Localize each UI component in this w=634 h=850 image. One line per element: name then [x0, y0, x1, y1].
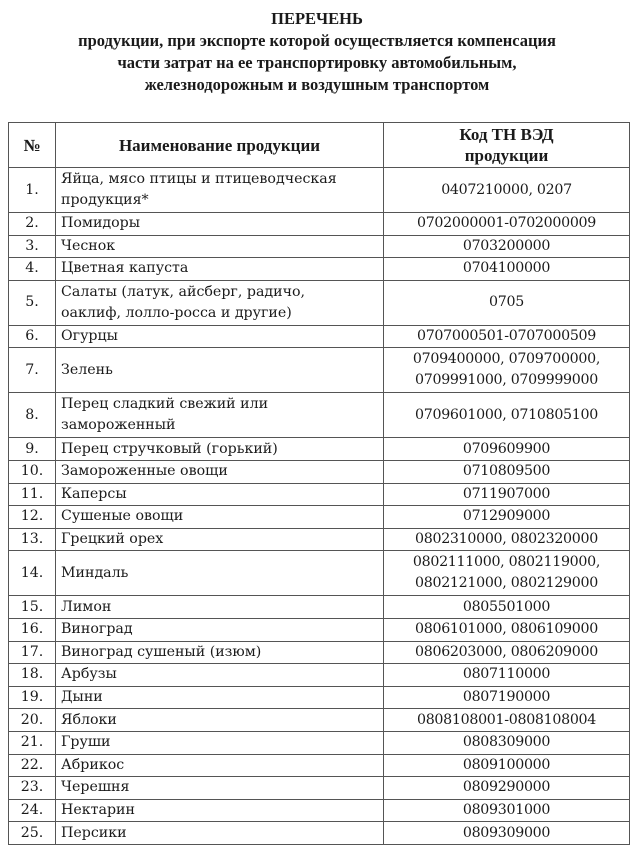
product-name-text: Замороженные овощи — [61, 463, 228, 480]
row-number-text: 23. — [20, 779, 44, 796]
tnved-code — [384, 235, 630, 258]
product-name — [56, 213, 384, 236]
table-row — [9, 393, 630, 438]
product-name — [56, 641, 384, 664]
tnved-code-text: 0808108001-0808108004 — [416, 711, 597, 728]
row-number — [9, 325, 56, 348]
tnved-code — [384, 709, 630, 732]
tnved-code — [384, 393, 630, 438]
product-name — [56, 235, 384, 258]
product-name — [56, 664, 384, 687]
tnved-code — [384, 664, 630, 687]
row-number-text: 5. — [25, 294, 39, 311]
product-name-text: Груши — [61, 734, 111, 751]
product-name — [56, 777, 384, 800]
tnved-code — [384, 438, 630, 461]
product-name — [56, 551, 384, 596]
product-name — [56, 168, 384, 213]
row-number-text: 21. — [20, 734, 44, 751]
row-number — [9, 393, 56, 438]
tnved-code — [384, 754, 630, 777]
table-row — [9, 438, 630, 461]
tnved-code-text: 0711907000 — [462, 485, 551, 502]
table-row — [9, 506, 630, 529]
product-name-text: Лимон — [61, 598, 112, 615]
product-name-text: Персики — [61, 824, 127, 841]
row-number-text: 24. — [20, 801, 44, 818]
table-row — [9, 799, 630, 822]
row-number — [9, 754, 56, 777]
table-row — [9, 686, 630, 709]
row-number-text: 1. — [25, 181, 39, 198]
row-number-text: 2. — [25, 215, 39, 232]
product-name — [56, 325, 384, 348]
row-number-text: 18. — [20, 666, 44, 683]
table-row — [9, 822, 630, 845]
product-name-text: Арбузы — [61, 666, 117, 683]
product-name — [56, 280, 384, 325]
table-row — [9, 258, 630, 281]
table-row — [9, 551, 630, 596]
row-number-text: 13. — [20, 531, 44, 548]
product-name — [56, 528, 384, 551]
row-number — [9, 528, 56, 551]
product-name-text: Нектарин — [61, 801, 135, 818]
product-name-text: Яйца, мясо птицы и птицеводческая продукция* — [61, 171, 337, 208]
product-name-text: Дыни — [61, 689, 103, 706]
row-number-text: 14. — [20, 564, 44, 581]
tnved-code-text: 0809309000 — [462, 824, 551, 841]
table-row — [9, 731, 630, 754]
row-number — [9, 168, 56, 213]
tnved-code-text: 0407210000, 0207 — [441, 181, 572, 198]
product-name-text: Цветная капуста — [61, 260, 189, 277]
product-name-text: Виноград — [61, 621, 133, 638]
row-number — [9, 596, 56, 619]
header-tnved-code-text: Код ТН ВЭД продукции — [459, 125, 554, 165]
table-row — [9, 777, 630, 800]
row-number — [9, 686, 56, 709]
table-row — [9, 528, 630, 551]
tnved-code — [384, 348, 630, 393]
tnved-code-text: 0712909000 — [462, 508, 551, 525]
tnved-code — [384, 528, 630, 551]
tnved-code-text: 0709601000, 0710805100 — [415, 406, 598, 423]
product-name-text: Каперсы — [61, 485, 127, 502]
row-number-text: 3. — [25, 237, 39, 254]
product-name — [56, 731, 384, 754]
tnved-code-text: 0802310000, 0802320000 — [415, 531, 598, 548]
tnved-code — [384, 777, 630, 800]
product-name-text: Грецкий орех — [61, 531, 164, 548]
product-name-text: Салаты (латук, айсберг, радичо, оаклиф, лолло-росса и другие) — [61, 283, 306, 321]
tnved-code — [384, 686, 630, 709]
tnved-code — [384, 483, 630, 506]
product-name-text: Виноград сушеный (изюм) — [61, 643, 262, 660]
product-name-text: Перец сладкий свежий или замороженный — [61, 396, 269, 434]
row-number-text: 19. — [20, 689, 44, 706]
table-row — [9, 664, 630, 687]
product-name — [56, 438, 384, 461]
tnved-code-text: 0809301000 — [462, 801, 551, 818]
product-name — [56, 754, 384, 777]
row-number — [9, 618, 56, 641]
product-name — [56, 618, 384, 641]
product-name-text: Зелень — [61, 361, 113, 378]
table-row — [9, 483, 630, 506]
row-number-text: 7. — [25, 361, 39, 378]
row-number — [9, 348, 56, 393]
row-number — [9, 280, 56, 325]
tnved-code-text: 0809100000 — [462, 756, 551, 773]
tnved-code-text: 0806203000, 0806209000 — [415, 643, 598, 660]
row-number-text: 15. — [20, 598, 44, 615]
row-number — [9, 483, 56, 506]
table-row — [9, 709, 630, 732]
product-name — [56, 393, 384, 438]
row-number-text: 10. — [20, 463, 44, 480]
tnved-code-text: 0808309000 — [462, 734, 551, 751]
products-table — [8, 122, 630, 845]
product-name-text: Помидоры — [61, 215, 141, 232]
tnved-code-text: 0802111000, 0802119000, 0802121000, 0802129000 — [412, 554, 601, 592]
product-name-text: Абрикос — [61, 756, 125, 773]
tnved-code — [384, 731, 630, 754]
row-number — [9, 777, 56, 800]
row-number — [9, 664, 56, 687]
tnved-code-text: 0809290000 — [462, 779, 551, 796]
row-number-text: 9. — [25, 440, 39, 457]
tnved-code-text: 0703200000 — [462, 237, 551, 254]
table-row — [9, 280, 630, 325]
tnved-code — [384, 280, 630, 325]
row-number — [9, 438, 56, 461]
product-name — [56, 258, 384, 281]
title-heading: ПЕРЕЧЕНЬ — [271, 9, 363, 28]
product-name-text: Перец стручковый (горький) — [61, 440, 278, 457]
product-name — [56, 686, 384, 709]
table-row — [9, 641, 630, 664]
row-number-text: 16. — [20, 621, 44, 638]
tnved-code-text: 0709400000, 0709700000, 0709991000, 0709999000 — [412, 351, 601, 389]
product-name — [56, 483, 384, 506]
row-number-text: 4. — [25, 260, 39, 277]
product-name — [56, 506, 384, 529]
row-number-text: 25. — [20, 824, 44, 841]
row-number — [9, 460, 56, 483]
row-number — [9, 213, 56, 236]
row-number — [9, 258, 56, 281]
table-row — [9, 618, 630, 641]
row-number — [9, 799, 56, 822]
table-header-row — [9, 123, 630, 168]
product-name — [56, 596, 384, 619]
product-name-text: Огурцы — [61, 328, 118, 345]
tnved-code — [384, 325, 630, 348]
product-name-text: Сушеные овощи — [61, 508, 184, 525]
product-name-text: Яблоки — [61, 711, 117, 728]
row-number-text: 22. — [20, 756, 44, 773]
table-row — [9, 596, 630, 619]
tnved-code — [384, 596, 630, 619]
tnved-code — [384, 213, 630, 236]
tnved-code-text: 0710809500 — [462, 463, 551, 480]
tnved-code-text: 0805501000 — [462, 598, 551, 615]
row-number — [9, 641, 56, 664]
tnved-code-text: 0704100000 — [462, 260, 551, 277]
row-number-text: 6. — [25, 328, 39, 345]
table-row — [9, 348, 630, 393]
tnved-code — [384, 460, 630, 483]
tnved-code — [384, 168, 630, 213]
product-name — [56, 709, 384, 732]
row-number-text: 11. — [20, 485, 44, 502]
table-row — [9, 460, 630, 483]
table-row — [9, 235, 630, 258]
product-name — [56, 348, 384, 393]
tnved-code — [384, 799, 630, 822]
header-tnved-code — [384, 123, 630, 168]
row-number-text: 20. — [20, 711, 44, 728]
tnved-code-text: 0702000001-0702000009 — [416, 215, 597, 232]
tnved-code-text: 0807110000 — [462, 666, 551, 683]
row-number-text: 17. — [20, 643, 44, 660]
row-number-text: 8. — [25, 406, 39, 423]
table-row — [9, 754, 630, 777]
tnved-code — [384, 506, 630, 529]
row-number — [9, 235, 56, 258]
product-name-text: Черешня — [61, 779, 130, 796]
tnved-code — [384, 551, 630, 596]
tnved-code-text: 0806101000, 0806109000 — [415, 621, 598, 638]
tnved-code-text: 0707000501-0707000509 — [416, 328, 597, 345]
row-number — [9, 506, 56, 529]
table-row — [9, 168, 630, 213]
tnved-code — [384, 258, 630, 281]
tnved-code-text: 0807190000 — [462, 689, 551, 706]
tnved-code — [384, 822, 630, 845]
table-row — [9, 325, 630, 348]
row-number — [9, 731, 56, 754]
tnved-code-text: 0709609900 — [462, 440, 551, 457]
title-subtitle-line-3: железнодорожным и воздушным транспортом — [144, 75, 490, 94]
document-title — [0, 8, 634, 96]
tnved-code — [384, 641, 630, 664]
product-name — [56, 799, 384, 822]
row-number — [9, 822, 56, 845]
product-name-text: Чеснок — [61, 237, 116, 254]
product-name — [56, 460, 384, 483]
tnved-code-text: 0705 — [489, 294, 524, 311]
row-number-text: 12. — [20, 508, 44, 525]
title-subtitle-line-1: продукции, при экспорте которой осуществляется компенсация — [78, 31, 556, 50]
header-product-name: Наименование продукции — [56, 123, 384, 168]
product-name-text: Миндаль — [61, 564, 129, 581]
row-number — [9, 551, 56, 596]
header-number: № — [9, 123, 56, 168]
row-number — [9, 709, 56, 732]
table-row — [9, 213, 630, 236]
product-name — [56, 822, 384, 845]
title-subtitle-line-2: части затрат на ее транспортировку автомобильным, — [117, 53, 517, 72]
tnved-code — [384, 618, 630, 641]
